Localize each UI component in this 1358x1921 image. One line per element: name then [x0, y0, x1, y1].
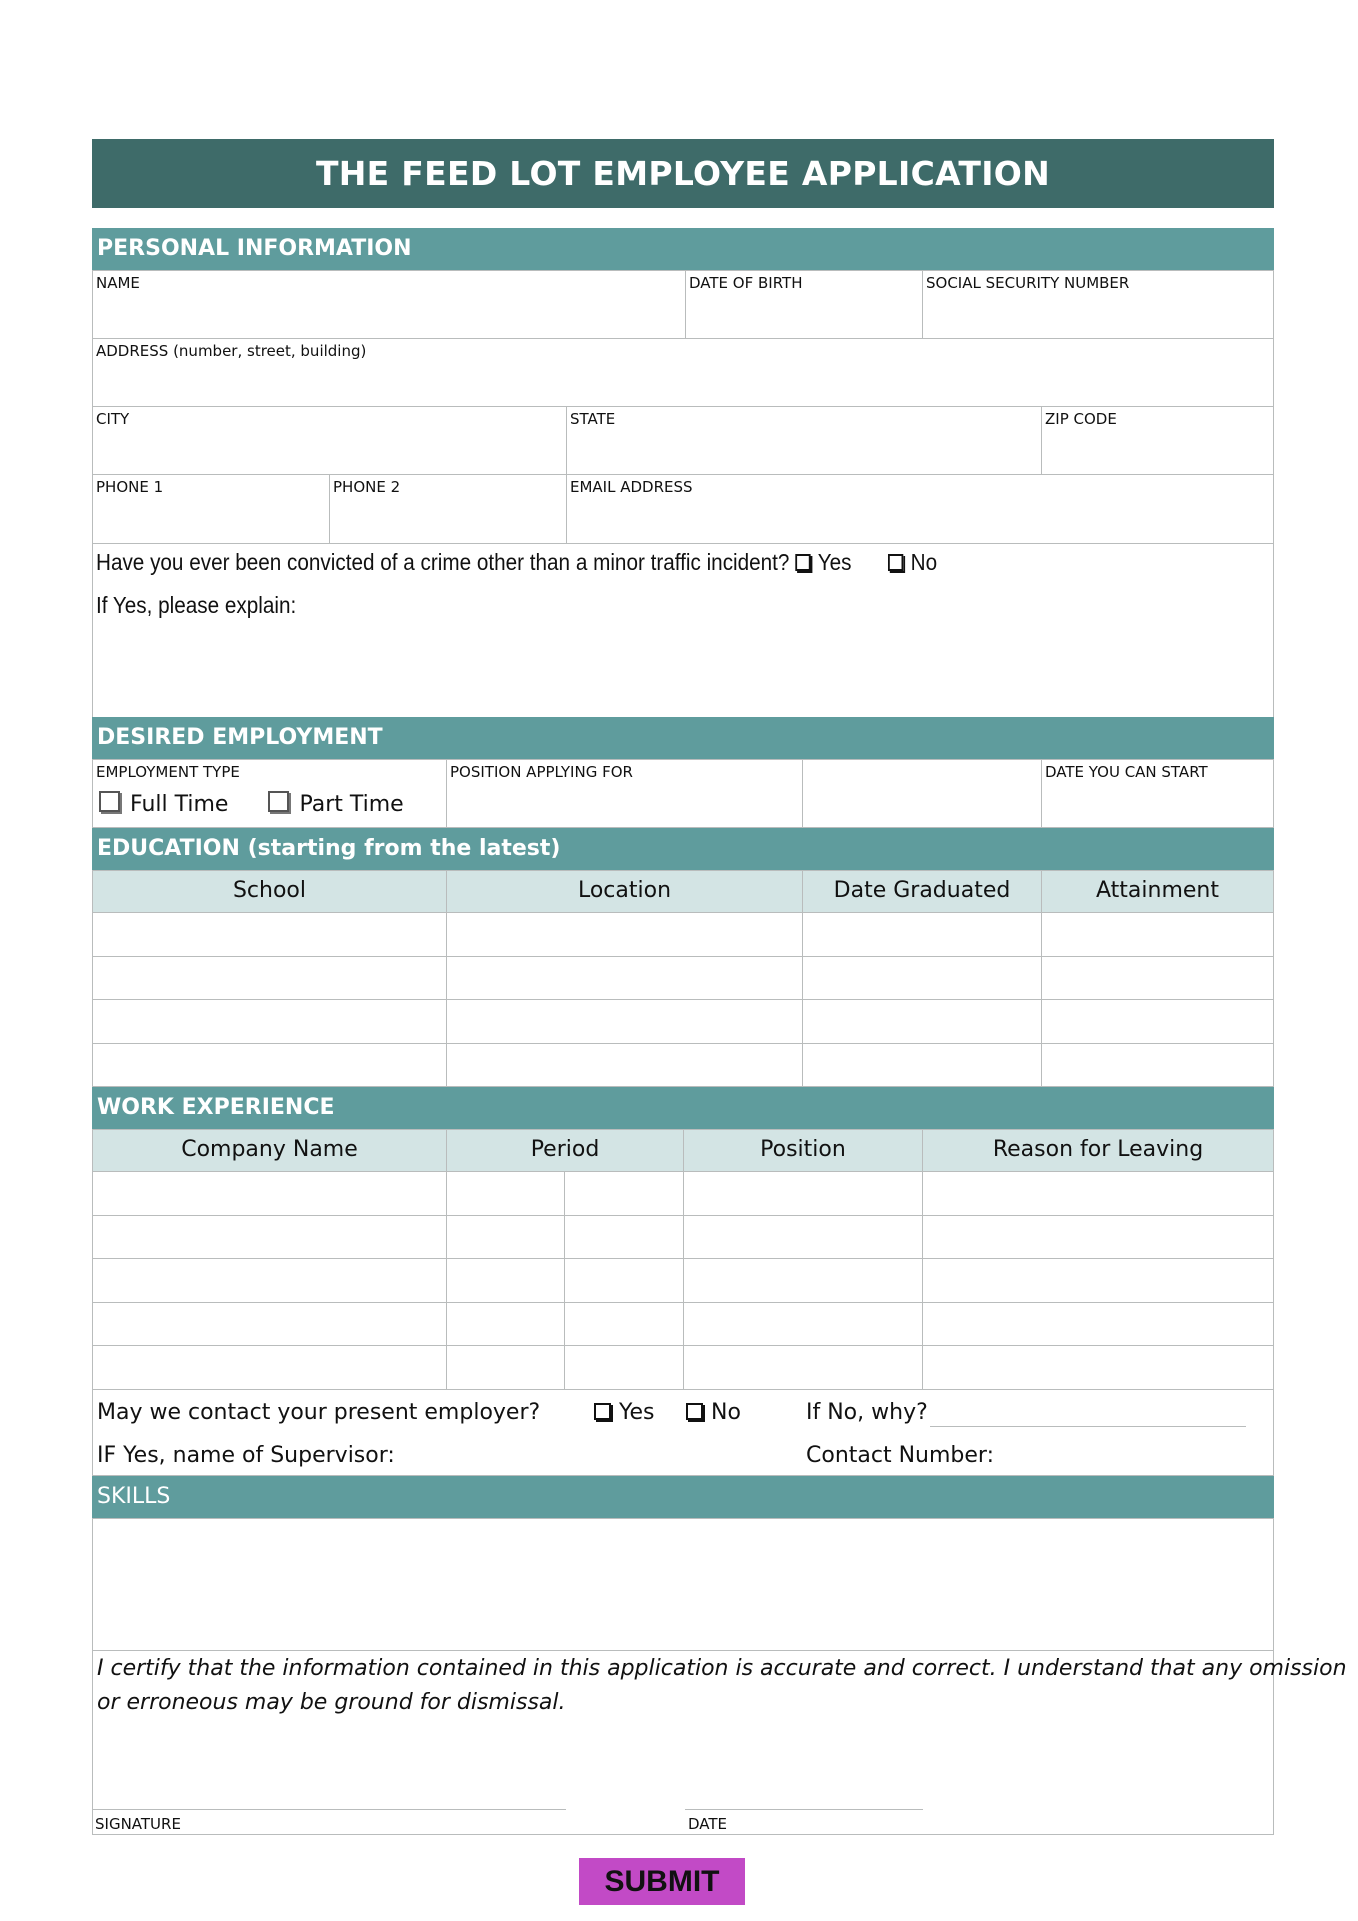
- education-row-cell[interactable]: [446, 956, 803, 1001]
- state-label: STATE: [570, 410, 616, 428]
- education-row-cell[interactable]: [802, 956, 1042, 1001]
- start-date-label: DATE YOU CAN START: [1045, 763, 1208, 781]
- full-time-checkbox[interactable]: Full Time: [99, 792, 228, 817]
- work-row-cell[interactable]: [446, 1258, 565, 1303]
- if-no-why-input[interactable]: [930, 1425, 1246, 1427]
- employment-type-field: [92, 759, 447, 828]
- email-label: EMAIL ADDRESS: [570, 478, 693, 496]
- checkbox-icon: [594, 1403, 611, 1420]
- explain-label: If Yes, please explain:: [96, 592, 297, 618]
- phone1-field[interactable]: [92, 474, 330, 544]
- form-title: THE FEED LOT EMPLOYEE APPLICATION: [92, 139, 1274, 208]
- city-field[interactable]: [92, 406, 567, 475]
- section-skills: SKILLS: [92, 1476, 1274, 1518]
- phone2-label: PHONE 2: [333, 478, 401, 496]
- section-education: EDUCATION (starting from the latest): [92, 828, 1274, 870]
- work-row-cell[interactable]: [922, 1171, 1274, 1216]
- date-signed-label: DATE: [688, 1815, 728, 1833]
- ssn-label: SOCIAL SECURITY NUMBER: [926, 274, 1130, 292]
- checkbox-icon: [268, 791, 289, 812]
- contact-employer-yes-checkbox[interactable]: Yes: [594, 1400, 655, 1425]
- work-row-cell[interactable]: [683, 1345, 923, 1390]
- checkbox-icon: [888, 554, 903, 571]
- work-row-cell[interactable]: [683, 1171, 923, 1216]
- city-label: CITY: [96, 410, 130, 428]
- part-time-checkbox[interactable]: Part Time: [268, 792, 403, 817]
- checkbox-icon: [686, 1403, 703, 1420]
- position-applying-field[interactable]: [446, 759, 803, 828]
- education-row-cell[interactable]: [802, 999, 1042, 1044]
- checkbox-icon: [795, 554, 810, 571]
- work-row-cell[interactable]: [92, 1345, 447, 1390]
- employment-type-label: EMPLOYMENT TYPE: [96, 763, 240, 781]
- education-row-cell[interactable]: [446, 912, 803, 957]
- checkbox-icon: [99, 791, 120, 812]
- state-field[interactable]: [566, 406, 1042, 475]
- position-applying-label: POSITION APPLYING FOR: [450, 763, 633, 781]
- signature-input[interactable]: [92, 1808, 566, 1810]
- work-row-cell[interactable]: [564, 1171, 684, 1216]
- address-field[interactable]: [92, 338, 1274, 407]
- supervisor-name-label: IF Yes, name of Supervisor:: [97, 1443, 395, 1468]
- date-signed-input[interactable]: [685, 1808, 923, 1810]
- education-row-cell[interactable]: [446, 1043, 803, 1088]
- phone1-label: PHONE 1: [96, 478, 164, 496]
- signature-label: SIGNATURE: [95, 1815, 181, 1833]
- address-label: ADDRESS (number, street, building): [96, 342, 367, 360]
- contact-employer-no-checkbox[interactable]: No: [686, 1400, 741, 1425]
- ssn-field[interactable]: [922, 270, 1274, 339]
- education-row-cell[interactable]: [92, 912, 447, 957]
- email-field[interactable]: [566, 474, 1274, 544]
- education-row-cell[interactable]: [1041, 956, 1274, 1001]
- start-date-field[interactable]: [1041, 759, 1274, 828]
- work-row-cell[interactable]: [92, 1215, 447, 1260]
- date-of-birth-field[interactable]: [685, 270, 923, 339]
- work-header-reason-for-leaving: Reason for Leaving: [922, 1129, 1274, 1172]
- work-row-cell[interactable]: [683, 1258, 923, 1303]
- if-no-why-label: If No, why?: [806, 1400, 928, 1425]
- education-row-cell[interactable]: [802, 912, 1042, 957]
- certify-statement-line2: or erroneous may be ground for dismissal.: [97, 1690, 566, 1715]
- education-row-cell[interactable]: [802, 1043, 1042, 1088]
- skills-input[interactable]: [92, 1518, 1274, 1651]
- explain-input[interactable]: [96, 625, 1266, 710]
- work-row-cell[interactable]: [564, 1215, 684, 1260]
- work-row-cell[interactable]: [446, 1345, 565, 1390]
- contact-number-label: Contact Number:: [806, 1443, 994, 1468]
- contact-employer-question: May we contact your present employer?: [97, 1400, 541, 1425]
- work-row-cell[interactable]: [446, 1302, 565, 1347]
- work-row-cell[interactable]: [564, 1345, 684, 1390]
- zip-code-label: ZIP CODE: [1045, 410, 1117, 428]
- work-row-cell[interactable]: [564, 1302, 684, 1347]
- section-personal-information: PERSONAL INFORMATION: [92, 228, 1274, 270]
- education-header-location: Location: [446, 870, 803, 913]
- section-work-experience: WORK EXPERIENCE: [92, 1087, 1274, 1129]
- work-row-cell[interactable]: [92, 1302, 447, 1347]
- work-row-cell[interactable]: [446, 1171, 565, 1216]
- work-row-cell[interactable]: [92, 1258, 447, 1303]
- work-row-cell[interactable]: [564, 1258, 684, 1303]
- date-of-birth-label: DATE OF BIRTH: [689, 274, 803, 292]
- crime-no-checkbox[interactable]: No: [888, 549, 937, 575]
- name-label: NAME: [96, 274, 140, 292]
- work-row-cell[interactable]: [922, 1302, 1274, 1347]
- work-row-cell[interactable]: [922, 1345, 1274, 1390]
- phone2-field[interactable]: [329, 474, 567, 544]
- work-header-company-name: Company Name: [92, 1129, 447, 1172]
- education-header-date-graduated: Date Graduated: [802, 870, 1042, 913]
- work-row-cell[interactable]: [446, 1215, 565, 1260]
- crime-question-row: [96, 549, 937, 576]
- education-row-cell[interactable]: [1041, 1043, 1274, 1088]
- education-row-cell[interactable]: [92, 956, 447, 1001]
- work-row-cell[interactable]: [922, 1215, 1274, 1260]
- work-row-cell[interactable]: [683, 1302, 923, 1347]
- work-row-cell[interactable]: [683, 1215, 923, 1260]
- education-row-cell[interactable]: [92, 1043, 447, 1088]
- section-desired-employment: DESIRED EMPLOYMENT: [92, 717, 1274, 759]
- zip-code-field[interactable]: [1041, 406, 1274, 475]
- name-field[interactable]: [92, 270, 686, 339]
- submit-button[interactable]: SUBMIT: [579, 1858, 745, 1905]
- education-row-cell[interactable]: [446, 999, 803, 1044]
- education-row-cell[interactable]: [1041, 912, 1274, 957]
- education-header-school: School: [92, 870, 447, 913]
- desired-employment-blank-field[interactable]: [802, 759, 1042, 828]
- education-header-attainment: Attainment: [1041, 870, 1274, 913]
- work-header-position: Position: [683, 1129, 923, 1172]
- crime-yes-checkbox[interactable]: Yes: [795, 549, 851, 575]
- education-row-cell[interactable]: [1041, 999, 1274, 1044]
- work-header-period: Period: [446, 1129, 684, 1172]
- certify-statement-line1: I certify that the information contained in this application is accurate and correct. I understand that any omission: [97, 1656, 1347, 1681]
- work-row-cell[interactable]: [92, 1171, 447, 1216]
- crime-question: Have you ever been convicted of a crime other than a minor traffic incident?: [96, 549, 790, 575]
- education-row-cell[interactable]: [92, 999, 447, 1044]
- work-row-cell[interactable]: [922, 1258, 1274, 1303]
